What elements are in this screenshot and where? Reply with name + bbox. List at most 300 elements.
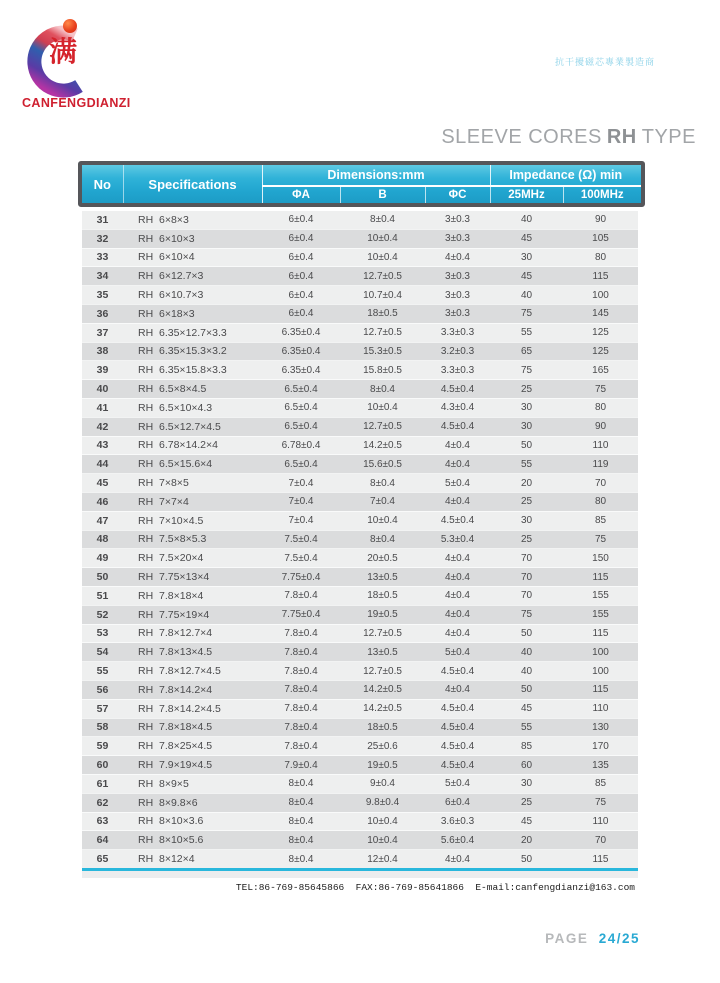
phi-c-cell: 4.5±0.4 [440,665,475,677]
table-row [82,380,638,399]
b-cell: 10±0.4 [367,251,398,263]
imp-100mhz-cell: 75 [594,797,607,809]
b-cell: 8±0.4 [370,533,395,545]
phi-c-cell: 4.5±0.4 [440,721,475,733]
imp-25mhz-cell: 40 [520,665,533,677]
row-no: 35 [96,289,109,302]
imp-25mhz-cell: 30 [520,421,533,433]
table-row [82,286,638,305]
imp-25mhz-cell: 25 [520,383,533,395]
header-25mhz: 25MHz [490,186,563,203]
phi-a-cell: 7±0.4 [288,477,314,489]
spec-cell: RH 8×12×4 [138,853,195,866]
imp-100mhz-cell: 135 [592,759,609,771]
row-no: 46 [96,495,109,508]
row-no: 51 [96,589,109,602]
imp-100mhz-cell: 80 [594,496,607,508]
imp-100mhz-cell: 115 [592,627,609,639]
phi-c-cell: 5±0.4 [445,646,470,658]
row-no: 52 [96,608,109,621]
phi-a-cell: 6.35±0.4 [281,327,321,339]
phi-a-cell: 7.8±0.4 [284,684,318,696]
phi-c-cell: 4.5±0.4 [440,515,475,527]
phi-c-cell: 4.5±0.4 [440,759,475,771]
imp-25mhz-cell: 50 [520,853,533,865]
phi-a-cell: 6.5±0.4 [284,383,318,395]
imp-25mhz-cell: 75 [520,609,533,621]
b-cell: 10±0.4 [367,815,398,827]
table-row [82,511,638,530]
imp-100mhz-cell: 90 [594,214,607,226]
spec-cell: RH 7.75×19×4 [138,608,210,621]
phi-c-cell: 5±0.4 [445,477,470,489]
row-no: 62 [96,796,109,809]
imp-100mhz-cell: 155 [592,609,609,621]
table-row [82,605,638,624]
imp-25mhz-cell: 45 [520,815,533,827]
row-no: 44 [96,458,109,471]
phi-a-cell: 6±0.4 [288,308,314,320]
spec-cell: RH 8×9×5 [138,777,189,790]
company-tagline: 抗干擾磁芯專業製造商 [554,58,655,68]
phi-c-cell: 4±0.4 [445,590,470,602]
table-header [78,161,645,207]
row-no: 53 [96,627,109,640]
spec-cell: RH 6.5×8×4.5 [138,383,207,396]
imp-100mhz-cell: 80 [594,251,607,263]
imp-25mhz-cell: 65 [520,345,533,357]
phi-a-cell: 7±0.4 [288,515,314,527]
phi-c-cell: 4±0.4 [445,627,470,639]
imp-100mhz-cell: 155 [592,590,609,602]
phi-c-cell: 4.5±0.4 [440,383,475,395]
row-no: 55 [96,665,109,678]
spec-cell: RH 7.5×20×4 [138,552,204,565]
table-row [82,436,638,455]
imp-100mhz-cell: 170 [592,740,609,752]
imp-100mhz-cell: 115 [592,853,609,865]
table-row [82,248,638,267]
imp-25mhz-cell: 25 [520,797,533,809]
imp-25mhz-cell: 45 [520,270,533,282]
phi-a-cell: 7±0.4 [288,496,314,508]
spec-cell: RH 7.5×8×5.3 [138,533,207,546]
spec-cell: RH 6×10×4 [138,251,195,264]
table-row [82,624,638,643]
phi-c-cell: 3±0.3 [445,308,470,320]
imp-100mhz-cell: 130 [592,721,609,733]
spec-cell: RH 7.75×13×4 [138,571,210,584]
row-no: 38 [96,345,109,358]
imp-100mhz-cell: 85 [594,778,607,790]
phi-a-cell: 7.8±0.4 [284,646,318,658]
b-cell: 12.7±0.5 [363,627,402,639]
row-no: 48 [96,533,109,546]
table-row [82,342,638,361]
imp-25mhz-cell: 50 [520,684,533,696]
phi-a-cell: 7.75±0.4 [281,571,321,583]
header-impedance-group: Impedance (Ω) min [490,165,641,186]
imp-25mhz-cell: 30 [520,515,533,527]
table-row [82,455,638,474]
imp-25mhz-cell: 20 [520,477,533,489]
page-label: PAGE [545,931,589,946]
b-cell: 13±0.5 [367,646,398,658]
imp-25mhz-cell: 70 [520,590,533,602]
phi-a-cell: 7.8±0.4 [284,740,318,752]
phi-c-cell: 4±0.4 [445,609,470,621]
spec-cell: RH 7×7×4 [138,495,189,508]
b-cell: 14.2±0.5 [363,703,402,715]
contact-info: TEL:86-769-85645866 FAX:86-769-85641866 E-mail:canfengdianzi@163.com [235,882,635,893]
b-cell: 10.7±0.4 [363,289,402,301]
header-100mhz: 100MHz [580,189,624,201]
header-phi-a: ΦA [262,186,340,203]
imp-100mhz-cell: 119 [592,458,609,470]
spec-cell: RH 6×8×3 [138,213,189,226]
logo-dot-icon [63,19,77,33]
row-no: 63 [96,815,109,828]
imp-25mhz-cell: 60 [520,759,533,771]
b-cell: 19±0.5 [367,759,398,771]
table-row [82,398,638,417]
phi-c-cell: 3.6±0.3 [440,815,475,827]
row-no: 33 [96,251,109,264]
b-cell: 15.8±0.5 [363,364,402,376]
page-number: 24/25 [598,931,640,946]
imp-25mhz-cell: 30 [520,402,533,414]
phi-a-cell: 8±0.4 [288,815,314,827]
phi-c-cell: 3.2±0.3 [440,345,475,357]
table-row [82,417,638,436]
b-cell: 12.7±0.5 [363,270,402,282]
imp-100mhz-cell: 115 [592,571,609,583]
spec-cell: RH 6.35×15.8×3.3 [138,364,227,377]
spec-cell: RH 7.8×18×4.5 [138,721,213,734]
phi-c-cell: 4±0.4 [445,439,470,451]
phi-a-cell: 7.8±0.4 [284,665,318,677]
phi-a-cell: 7.8±0.4 [284,721,318,733]
b-cell: 10±0.4 [367,515,398,527]
phi-a-cell: 8±0.4 [288,853,314,865]
imp-25mhz-cell: 50 [520,439,533,451]
table-row [82,831,638,850]
table-row [82,304,638,323]
row-no: 64 [96,834,109,847]
phi-c-cell: 5.6±0.4 [440,834,475,846]
imp-25mhz-cell: 40 [520,646,533,658]
table-row [82,680,638,699]
table-row [82,718,638,737]
imp-100mhz-cell: 100 [592,289,609,301]
table-row [82,361,638,380]
imp-100mhz-cell: 115 [592,270,609,282]
imp-100mhz-cell: 125 [592,327,609,339]
imp-100mhz-cell: 80 [594,402,607,414]
spec-cell: RH 7.8×14.2×4.5 [138,702,221,715]
row-no: 49 [96,552,109,565]
imp-100mhz-cell: 110 [592,703,609,715]
phi-a-cell: 7.8±0.4 [284,590,318,602]
spec-cell: RH 8×9.8×6 [138,796,198,809]
table-row [82,474,638,493]
b-cell: 15.6±0.5 [363,458,402,470]
b-cell: 18±0.5 [367,308,398,320]
table-row [82,643,638,662]
phi-a-cell: 7.8±0.4 [284,703,318,715]
row-no: 60 [96,759,109,771]
b-cell: 19±0.5 [367,609,398,621]
company-logo [22,10,222,120]
phi-c-cell: 4±0.4 [445,458,470,470]
imp-25mhz-cell: 30 [520,778,533,790]
row-no: 40 [96,383,109,396]
spec-cell: RH 7.8×18×4 [138,589,204,602]
row-no: 58 [96,721,109,734]
row-no: 39 [96,364,109,377]
table-row [82,699,638,718]
row-no: 47 [96,514,109,527]
b-cell: 7±0.4 [370,496,395,508]
header-b: B [340,186,425,203]
b-cell: 12±0.4 [367,853,398,865]
imp-25mhz-cell: 45 [520,233,533,245]
spec-cell: RH 6.5×10×4.3 [138,401,213,414]
phi-c-cell: 5±0.4 [445,778,470,790]
b-cell: 18±0.5 [367,590,398,602]
imp-100mhz-cell: 75 [594,383,607,395]
header-phi-c: ΦC [425,186,490,203]
imp-25mhz-cell: 70 [520,552,533,564]
row-no: 32 [96,232,109,245]
imp-25mhz-cell: 25 [520,496,533,508]
row-no: 56 [96,683,109,696]
b-cell: 10±0.4 [367,402,398,414]
phi-c-cell: 4.5±0.4 [440,703,475,715]
table-row [82,737,638,756]
header-specifications: Specifications [123,165,262,203]
imp-25mhz-cell: 40 [520,289,533,301]
table-row [82,211,638,230]
table-row [82,549,638,568]
imp-100mhz-cell: 85 [594,515,607,527]
imp-25mhz-cell: 55 [520,327,533,339]
phi-c-cell: 4±0.4 [445,684,470,696]
phi-a-cell: 6±0.4 [288,214,314,226]
b-cell: 8±0.4 [370,383,395,395]
b-cell: 18±0.5 [367,721,398,733]
imp-100mhz-cell: 150 [592,552,609,564]
table-row [82,586,638,605]
spec-cell: RH 7.9×19×4.5 [138,759,213,771]
phi-a-cell: 6.78±0.4 [281,439,321,451]
spec-cell: RH 6×18×3 [138,307,195,320]
phi-c-cell: 4±0.4 [445,571,470,583]
phi-c-cell: 4.5±0.4 [440,740,475,752]
spec-cell: RH 8×10×5.6 [138,834,204,847]
b-cell: 20±0.5 [367,552,398,564]
header-no: No [82,165,123,203]
b-cell: 9±0.4 [370,778,395,790]
imp-100mhz-cell: 145 [592,308,609,320]
phi-a-cell: 7.5±0.4 [284,552,318,564]
imp-25mhz-cell: 85 [520,740,533,752]
phi-a-cell: 7.9±0.4 [284,759,318,771]
phi-a-cell: 6.35±0.4 [281,345,321,357]
phi-c-cell: 3.3±0.3 [440,327,475,339]
phi-c-cell: 4±0.4 [445,853,470,865]
phi-c-cell: 3.3±0.3 [440,364,475,376]
imp-100mhz-cell: 110 [592,439,609,451]
phi-a-cell: 6±0.4 [288,251,314,263]
imp-25mhz-cell: 40 [520,214,533,226]
imp-100mhz-cell: 110 [592,815,609,827]
table-row [82,662,638,681]
imp-25mhz-cell: 30 [520,251,533,263]
row-no: 37 [96,326,109,339]
table-row [82,492,638,511]
b-cell: 14.2±0.5 [363,439,402,451]
brand-name: CANFENGDIANZI [22,96,131,110]
spec-cell: RH 7.8×12.7×4 [138,627,213,640]
imp-100mhz-cell: 70 [594,834,607,846]
table-bottom-strip [82,871,638,878]
imp-25mhz-cell: 55 [520,458,533,470]
spec-cell: RH 6×10.7×3 [138,289,204,302]
title-text: SLEEVE CORES [441,126,602,148]
phi-a-cell: 6±0.4 [288,233,314,245]
row-no: 34 [96,270,109,283]
spec-cell: RH 6.35×12.7×3.3 [138,326,227,339]
row-no: 42 [96,420,109,433]
imp-25mhz-cell: 70 [520,571,533,583]
logo-character: 满 [49,35,78,68]
phi-a-cell: 8±0.4 [288,797,314,809]
row-no: 45 [96,477,109,490]
b-cell: 12.7±0.5 [363,421,402,433]
imp-25mhz-cell: 75 [520,308,533,320]
row-no: 41 [96,401,109,414]
spec-cell: RH 6.35×15.3×3.2 [138,345,227,358]
table-row [82,774,638,793]
table-row [82,568,638,587]
phi-a-cell: 6.5±0.4 [284,458,318,470]
page-title [441,126,696,149]
spec-cell: RH 8×10×3.6 [138,815,204,828]
imp-100mhz-cell: 90 [594,421,607,433]
phi-a-cell: 7.8±0.4 [284,627,318,639]
spec-cell: RH 7×8×5 [138,477,189,490]
phi-a-cell: 8±0.4 [288,778,314,790]
row-no: 61 [96,777,109,790]
title-model: RH [606,126,637,148]
phi-a-cell: 6.35±0.4 [281,364,321,376]
spec-cell: RH 7.8×13×4.5 [138,646,213,659]
b-cell: 8±0.4 [370,477,395,489]
table-row [82,793,638,812]
b-cell: 10±0.4 [367,233,398,245]
row-no: 36 [96,307,109,320]
imp-100mhz-cell: 105 [592,233,609,245]
imp-25mhz-cell: 75 [520,364,533,376]
b-cell: 12.7±0.5 [363,665,402,677]
spec-cell: RH 6×12.7×3 [138,270,204,283]
row-no: 59 [96,740,109,753]
spec-cell: RH 6.5×12.7×4.5 [138,420,221,433]
imp-100mhz-cell: 70 [594,477,607,489]
spec-table [82,210,638,871]
row-no: 57 [96,702,109,715]
phi-c-cell: 3±0.3 [445,214,470,226]
table-row [82,229,638,248]
phi-c-cell: 4.3±0.4 [440,402,475,414]
imp-100mhz-cell: 100 [592,665,609,677]
spec-cell: RH 7×10×4.5 [138,514,204,527]
table-row [82,323,638,342]
spec-cell: RH 7.8×14.2×4 [138,683,213,696]
row-no: 65 [96,853,109,866]
b-cell: 25±0.6 [367,740,398,752]
phi-c-cell: 6±0.4 [445,797,470,809]
row-no: 54 [96,646,109,659]
imp-100mhz-cell: 165 [592,364,609,376]
spec-cell: RH 6.5×15.6×4 [138,458,213,471]
b-cell: 10±0.4 [367,834,398,846]
phi-c-cell: 4±0.4 [445,496,470,508]
phi-a-cell: 6±0.4 [288,289,314,301]
table-row [82,850,638,869]
b-cell: 14.2±0.5 [363,684,402,696]
imp-25mhz-cell: 45 [520,703,533,715]
page-indicator [545,931,640,946]
b-cell: 9.8±0.4 [365,797,400,809]
imp-25mhz-cell: 50 [520,627,533,639]
phi-c-cell: 3±0.3 [445,289,470,301]
imp-25mhz-cell: 20 [520,834,533,846]
imp-100mhz-cell: 100 [592,646,609,658]
phi-c-cell: 4±0.4 [445,251,470,263]
phi-c-cell: 4±0.4 [445,552,470,564]
b-cell: 12.7±0.5 [363,327,402,339]
phi-a-cell: 6.5±0.4 [284,421,318,433]
table-row [82,812,638,831]
imp-25mhz-cell: 55 [520,721,533,733]
imp-100mhz-cell: 115 [592,684,609,696]
spec-cell: RH 7.8×25×4.5 [138,740,213,753]
row-no: 50 [96,571,109,584]
table-row [82,267,638,286]
phi-c-cell: 5.3±0.4 [440,533,475,545]
b-cell: 8±0.4 [370,214,395,226]
spec-cell: RH 6.78×14.2×4 [138,439,218,452]
row-no: 43 [96,439,109,452]
row-no: 31 [96,213,109,226]
phi-a-cell: 7.75±0.4 [281,609,321,621]
table-row [82,756,638,775]
imp-100mhz-cell: 125 [592,345,609,357]
phi-c-cell: 4.5±0.4 [440,421,475,433]
phi-c-cell: 3±0.3 [445,270,470,282]
phi-a-cell: 6±0.4 [288,270,314,282]
phi-a-cell: 8±0.4 [288,834,314,846]
phi-c-cell: 3±0.3 [445,233,470,245]
b-cell: 15.3±0.5 [363,345,402,357]
header-dimensions-group: Dimensions:mm [262,165,490,186]
title-suffix: TYPE [641,126,696,148]
phi-a-cell: 6.5±0.4 [284,402,318,414]
imp-100mhz-cell: 75 [594,533,607,545]
imp-25mhz-cell: 25 [520,533,533,545]
